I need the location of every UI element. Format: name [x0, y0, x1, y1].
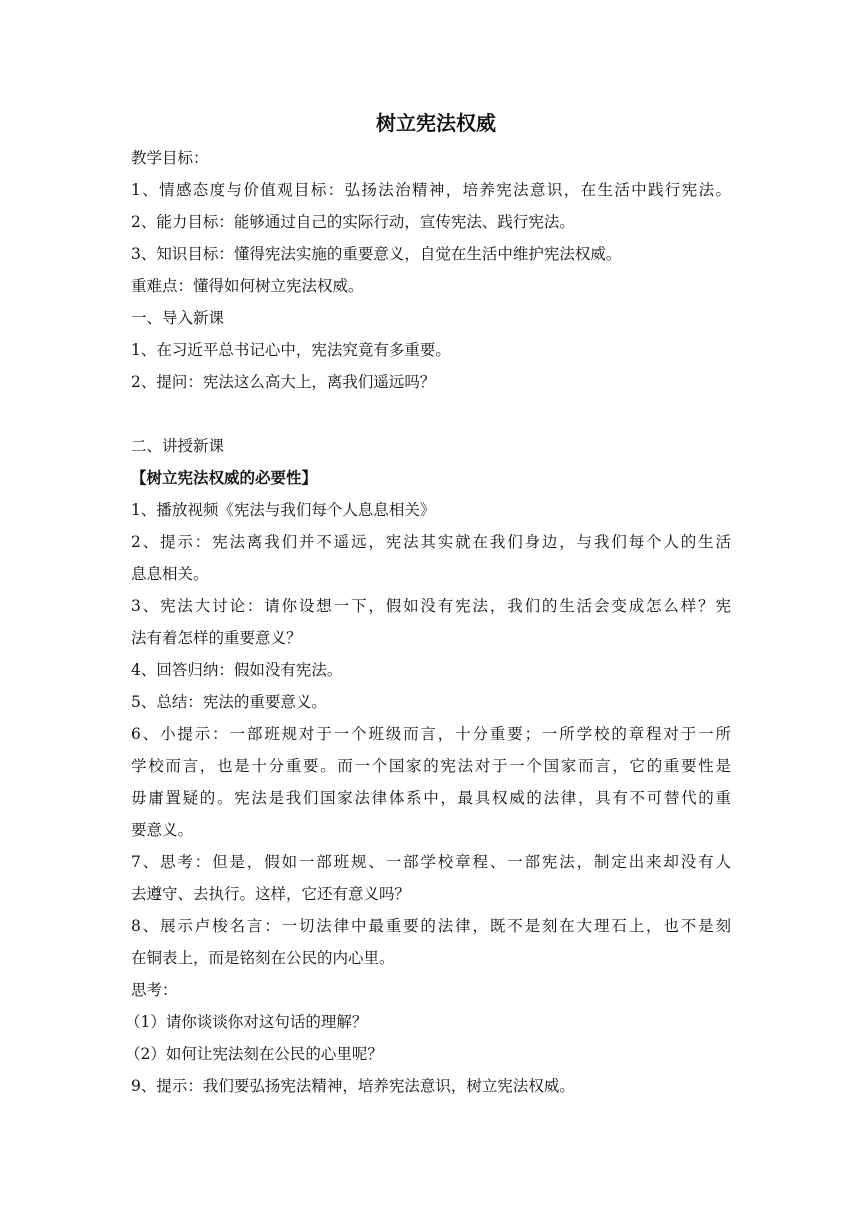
teaching-item-3-line-1: 3、宪法大讨论：请你设想一下，假如没有宪法，我们的生活会变成怎么样？宪: [131, 597, 731, 615]
teaching-item-1: 1、播放视频《宪法与我们每个人息息相关》: [131, 501, 436, 519]
objective-2: 2、能力目标：能够通过自己的实际行动，宣传宪法、践行宪法。: [131, 213, 575, 231]
teaching-item-4: 4、回答归纳：假如没有宪法。: [131, 661, 343, 679]
teaching-item-2-line-2: 息息相关。: [131, 565, 209, 583]
teaching-item-6-line-2: 学校而言，也是十分重要。而一个国家的宪法对于一个国家而言，它的重要性是: [131, 757, 731, 775]
section-label-objectives: 教学目标：: [131, 149, 209, 167]
objective-1: 1、情感态度与价值观目标：弘扬法治精神，培养宪法意识，在生活中践行宪法。: [131, 181, 731, 199]
intro-item-2: 2、提问：宪法这么高大上，离我们遥远吗？: [131, 373, 436, 391]
section-heading-teaching: 二、讲授新课: [131, 437, 225, 455]
intro-item-1: 1、在习近平总书记心中，宪法究竟有多重要。: [131, 341, 451, 359]
think-label: 思考：: [131, 981, 178, 999]
key-difficulty: 重难点：懂得如何树立宪法权威。: [131, 277, 364, 295]
teaching-item-8-line-2: 在铜表上，而是铭刻在公民的内心里。: [131, 949, 395, 967]
teaching-item-6-line-3: 毋庸置疑的。宪法是我们国家法律体系中，最具权威的法律，具有不可替代的重: [131, 789, 731, 807]
teaching-item-7-line-1: 7、思考：但是，假如一部班规、一部学校章程、一部宪法，制定出来却没有人: [131, 853, 731, 871]
think-question-2: （2）如何让宪法刻在公民的心里呢？: [125, 1045, 383, 1063]
objective-3: 3、知识目标：懂得宪法实施的重要意义，自觉在生活中维护宪法权威。: [131, 245, 622, 263]
teaching-item-3-line-2: 法有着怎样的重要意义？: [131, 629, 302, 647]
blank-line: [131, 398, 731, 430]
document-title: 树立宪法权威: [376, 111, 496, 135]
teaching-item-9: 9、提示：我们要弘扬宪法精神，培养宪法意识，树立宪法权威。: [131, 1077, 575, 1095]
subsection-heading-necessity: 【树立宪法权威的必要性】: [131, 468, 318, 487]
teaching-item-5: 5、总结：宪法的重要意义。: [131, 693, 327, 711]
teaching-item-6-line-1: 6、小提示：一部班规对于一个班级而言，十分重要；一所学校的章程对于一所: [131, 725, 731, 743]
teaching-item-8-line-1: 8、展示卢梭名言：一切法律中最重要的法律，既不是刻在大理石上，也不是刻: [131, 917, 731, 935]
teaching-item-2-line-1: 2、提示：宪法离我们并不遥远，宪法其实就在我们身边，与我们每个人的生活: [131, 533, 731, 551]
teaching-item-7-line-2: 去遵守、去执行。这样，它还有意义吗？: [131, 885, 411, 903]
section-heading-intro: 一、导入新课: [131, 309, 225, 327]
document-page: [125, 104, 731, 1102]
think-question-1: （1）请你谈谈你对这句话的理解？: [125, 1013, 368, 1031]
teaching-item-6-line-4: 要意义。: [131, 821, 194, 839]
